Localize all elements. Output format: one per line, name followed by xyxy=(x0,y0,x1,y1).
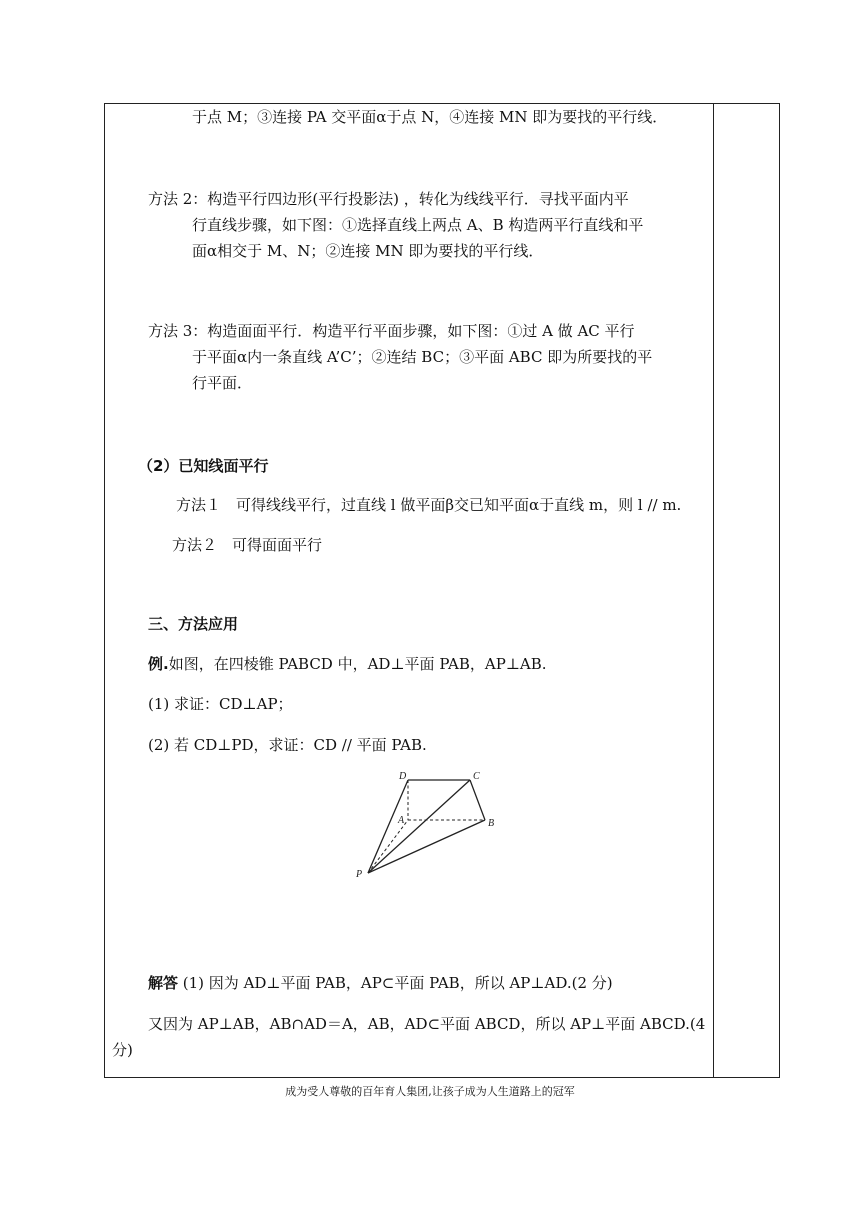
method2-line3: 面α相交于 M、N；②连接 MN 即为要找的平行线． xyxy=(192,242,544,260)
edge-pb xyxy=(368,820,485,873)
known-parallel-heading: （2）已知线面平行 xyxy=(138,457,269,475)
edge-pd xyxy=(368,780,408,873)
example-statement xyxy=(148,654,547,674)
known-method2: 方法２ 可得面面平行 xyxy=(172,536,323,554)
question-2: (2) 若 CD⊥PD，求证：CD // 平面 PAB. xyxy=(148,736,427,754)
answer-line3: 分) xyxy=(112,1041,133,1059)
label-b: B xyxy=(488,818,495,829)
label-c: C xyxy=(473,771,480,782)
edge-pc xyxy=(368,780,470,873)
answer-line1 xyxy=(148,973,613,993)
answer-label: 解答 xyxy=(148,974,179,992)
page-footer: 成为受人尊敬的百年育人集团,让孩子成为人生道路上的冠军 xyxy=(285,1085,575,1098)
answer-text-1: (1) 因为 AD⊥平面 PAB，AP⊂平面 PAB，所以 AP⊥AD.(2 分) xyxy=(178,974,613,992)
method3-line1: 方法 3：构造面面平行．构造平行平面步骤，如下图：①过 A 做 AC 平行 xyxy=(148,322,635,340)
section3-heading: 三、方法应用 xyxy=(148,615,239,633)
method1-continuation: 于点 M；③连接 PA 交平面α于点 N，④连接 MN 即为要找的平行线． xyxy=(192,108,668,126)
label-p: P xyxy=(356,869,363,880)
question-1: (1) 求证：CD⊥AP； xyxy=(148,695,293,713)
method2-line1: 方法 2：构造平行四边形(平行投影法) ，转化为线线平行．寻找平面内平 xyxy=(148,190,629,208)
label-a: A xyxy=(398,815,405,826)
pyramid-figure xyxy=(350,768,510,880)
example-label: 例. xyxy=(148,655,169,673)
answer-line2: 又因为 AP⊥AB，AB∩AD＝A，AB，AD⊂平面 ABCD，所以 AP⊥平面 ABCD.(4 xyxy=(148,1015,706,1033)
example-text: 如图，在四棱锥 PABCD 中，AD⊥平面 PAB，AP⊥AB. xyxy=(168,655,547,673)
method3-line2: 于平面α内一条直线 A’C’；②连结 BC；③平面 ABC 即为所要找的平 xyxy=(192,348,653,366)
edge-cb xyxy=(470,780,485,820)
method3-line3: 行平面． xyxy=(192,374,253,392)
table-column-divider xyxy=(713,103,714,1078)
known-method1: 方法１ 可得线线平行，过直线 l 做平面β交已知平面α于直线 m，则 l // m. xyxy=(176,496,682,514)
label-d: D xyxy=(399,771,407,782)
method2-line2: 行直线步骤，如下图：①选择直线上两点 A、B 构造两平行直线和平 xyxy=(192,216,644,234)
